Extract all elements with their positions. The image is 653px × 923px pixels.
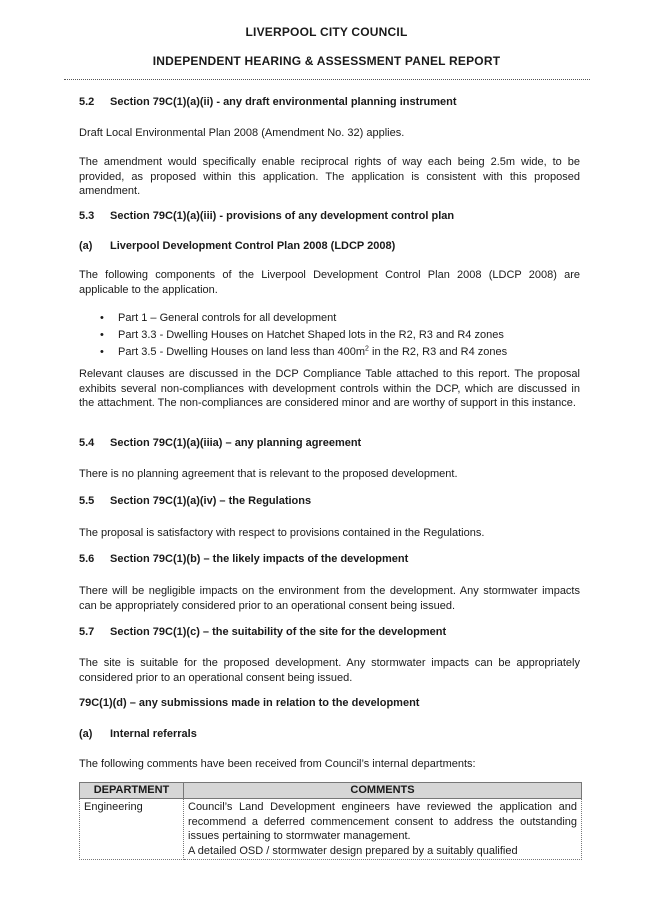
section-title: Section 79C(1)(a)(iii) - provisions of any development control plan — [110, 210, 455, 222]
section-number: 5.3 — [79, 210, 95, 222]
section-5-2-para-2: The amendment would specifically enable reciprocal rights of way each being 2.5m wide, to be provided, as proposed within this application. The application is consistent with this proposed amendment. — [79, 156, 580, 197]
section-5-5-para-1: The proposal is satisfactory with respect to provisions contained in the Regulations. — [79, 527, 485, 539]
section-number: 5.4 — [79, 437, 95, 449]
section-5-2-para-1: Draft Local Environmental Plan 2008 (Amendment No. 32) applies. — [79, 127, 405, 139]
subsection-number: (a) — [79, 728, 93, 740]
section-5-7-heading — [79, 626, 446, 638]
table-header-row — [80, 783, 582, 799]
section-number: 5.5 — [79, 495, 95, 507]
section-5-7-para-1: The site is suitable for the proposed development. Any stormwater impacts can be appropriately considered prior to an operational consent being issued. — [79, 657, 580, 684]
section-number: 5.2 — [79, 96, 95, 108]
subsection-title: Internal referrals — [110, 728, 197, 740]
section-5-4-para-1: There is no planning agreement that is relevant to the proposed development. — [79, 468, 458, 480]
section-5-4-heading — [79, 437, 361, 449]
section-5-3-para-2: Relevant clauses are discussed in the DCP Compliance Table attached to this report. The proposal exhibits several non-compliances with development controls within the DCP, which are discussed in the attachment. The non-compliances are considered minor and are worthy of support in this instance. — [79, 368, 580, 409]
comment-paragraph: Council’s Land Development engineers have reviewed the application and recommend a deferred commencement consent to address the outstanding issues pertaining to stormwater management. — [188, 801, 577, 842]
section-5-6-para-1: There will be negligible impacts on the environment from the development. Any stormwater impacts can be appropriately considered prior to an operational consent being issued. — [79, 585, 580, 612]
section-title: Section 79C(1)(b) – the likely impacts of the development — [110, 553, 409, 565]
list-item: • Part 1 – General controls for all development — [100, 310, 507, 327]
ldcp-components-list — [100, 310, 507, 361]
section-5-5-heading — [79, 495, 311, 507]
section-title: Section 79C(1)(a)(ii) - any draft environmental planning instrument — [110, 96, 457, 108]
subsection-title: Liverpool Development Control Plan 2008 (LDCP 2008) — [110, 240, 396, 252]
column-header-department: DEPARTMENT — [80, 783, 184, 799]
section-number: 5.6 — [79, 553, 95, 565]
section-5-6-heading — [79, 553, 408, 565]
section-title: Section 79C(1)(c) – the suitability of the site for the development — [110, 626, 447, 638]
internal-referrals-table — [79, 782, 582, 860]
subsection-number: (a) — [79, 240, 93, 252]
internal-referrals-para-1: The following comments have been received from Council’s internal departments: — [79, 758, 476, 770]
table-row — [80, 799, 582, 860]
section-submissions-heading: 79C(1)(d) – any submissions made in relation to the development — [79, 697, 420, 709]
section-title: Section 79C(1)(a)(iiia) – any planning agreement — [110, 437, 362, 449]
report-header: INDEPENDENT HEARING & ASSESSMENT PANEL REPORT — [152, 54, 501, 68]
header-divider — [64, 79, 590, 80]
section-5-2-heading — [79, 96, 457, 108]
section-number: 5.7 — [79, 626, 95, 638]
column-header-comments: COMMENTS — [184, 783, 582, 799]
council-header: LIVERPOOL CITY COUNCIL — [245, 25, 408, 39]
section-5-3-para-1: The following components of the Liverpool Development Control Plan 2008 (LDCP 2008) are applicable to the application. — [79, 269, 580, 296]
list-item: • Part 3.5 - Dwelling Houses on land less than $400m^2$ in the R2, R3 and R4 zones — [100, 344, 507, 361]
section-5-3-heading — [79, 210, 454, 222]
comments-cell — [184, 799, 582, 860]
comment-paragraph: A detailed OSD / stormwater design prepared by a suitably qualified — [188, 844, 518, 857]
list-item: • Part 3.3 - Dwelling Houses on Hatchet Shaped lots in the R2, R3 and R4 zones — [100, 327, 507, 344]
internal-referrals-subheading — [79, 728, 197, 740]
section-title: Section 79C(1)(a)(iv) – the Regulations — [110, 495, 312, 507]
section-5-3-subheading — [79, 240, 395, 252]
department-cell: Engineering — [80, 799, 184, 860]
